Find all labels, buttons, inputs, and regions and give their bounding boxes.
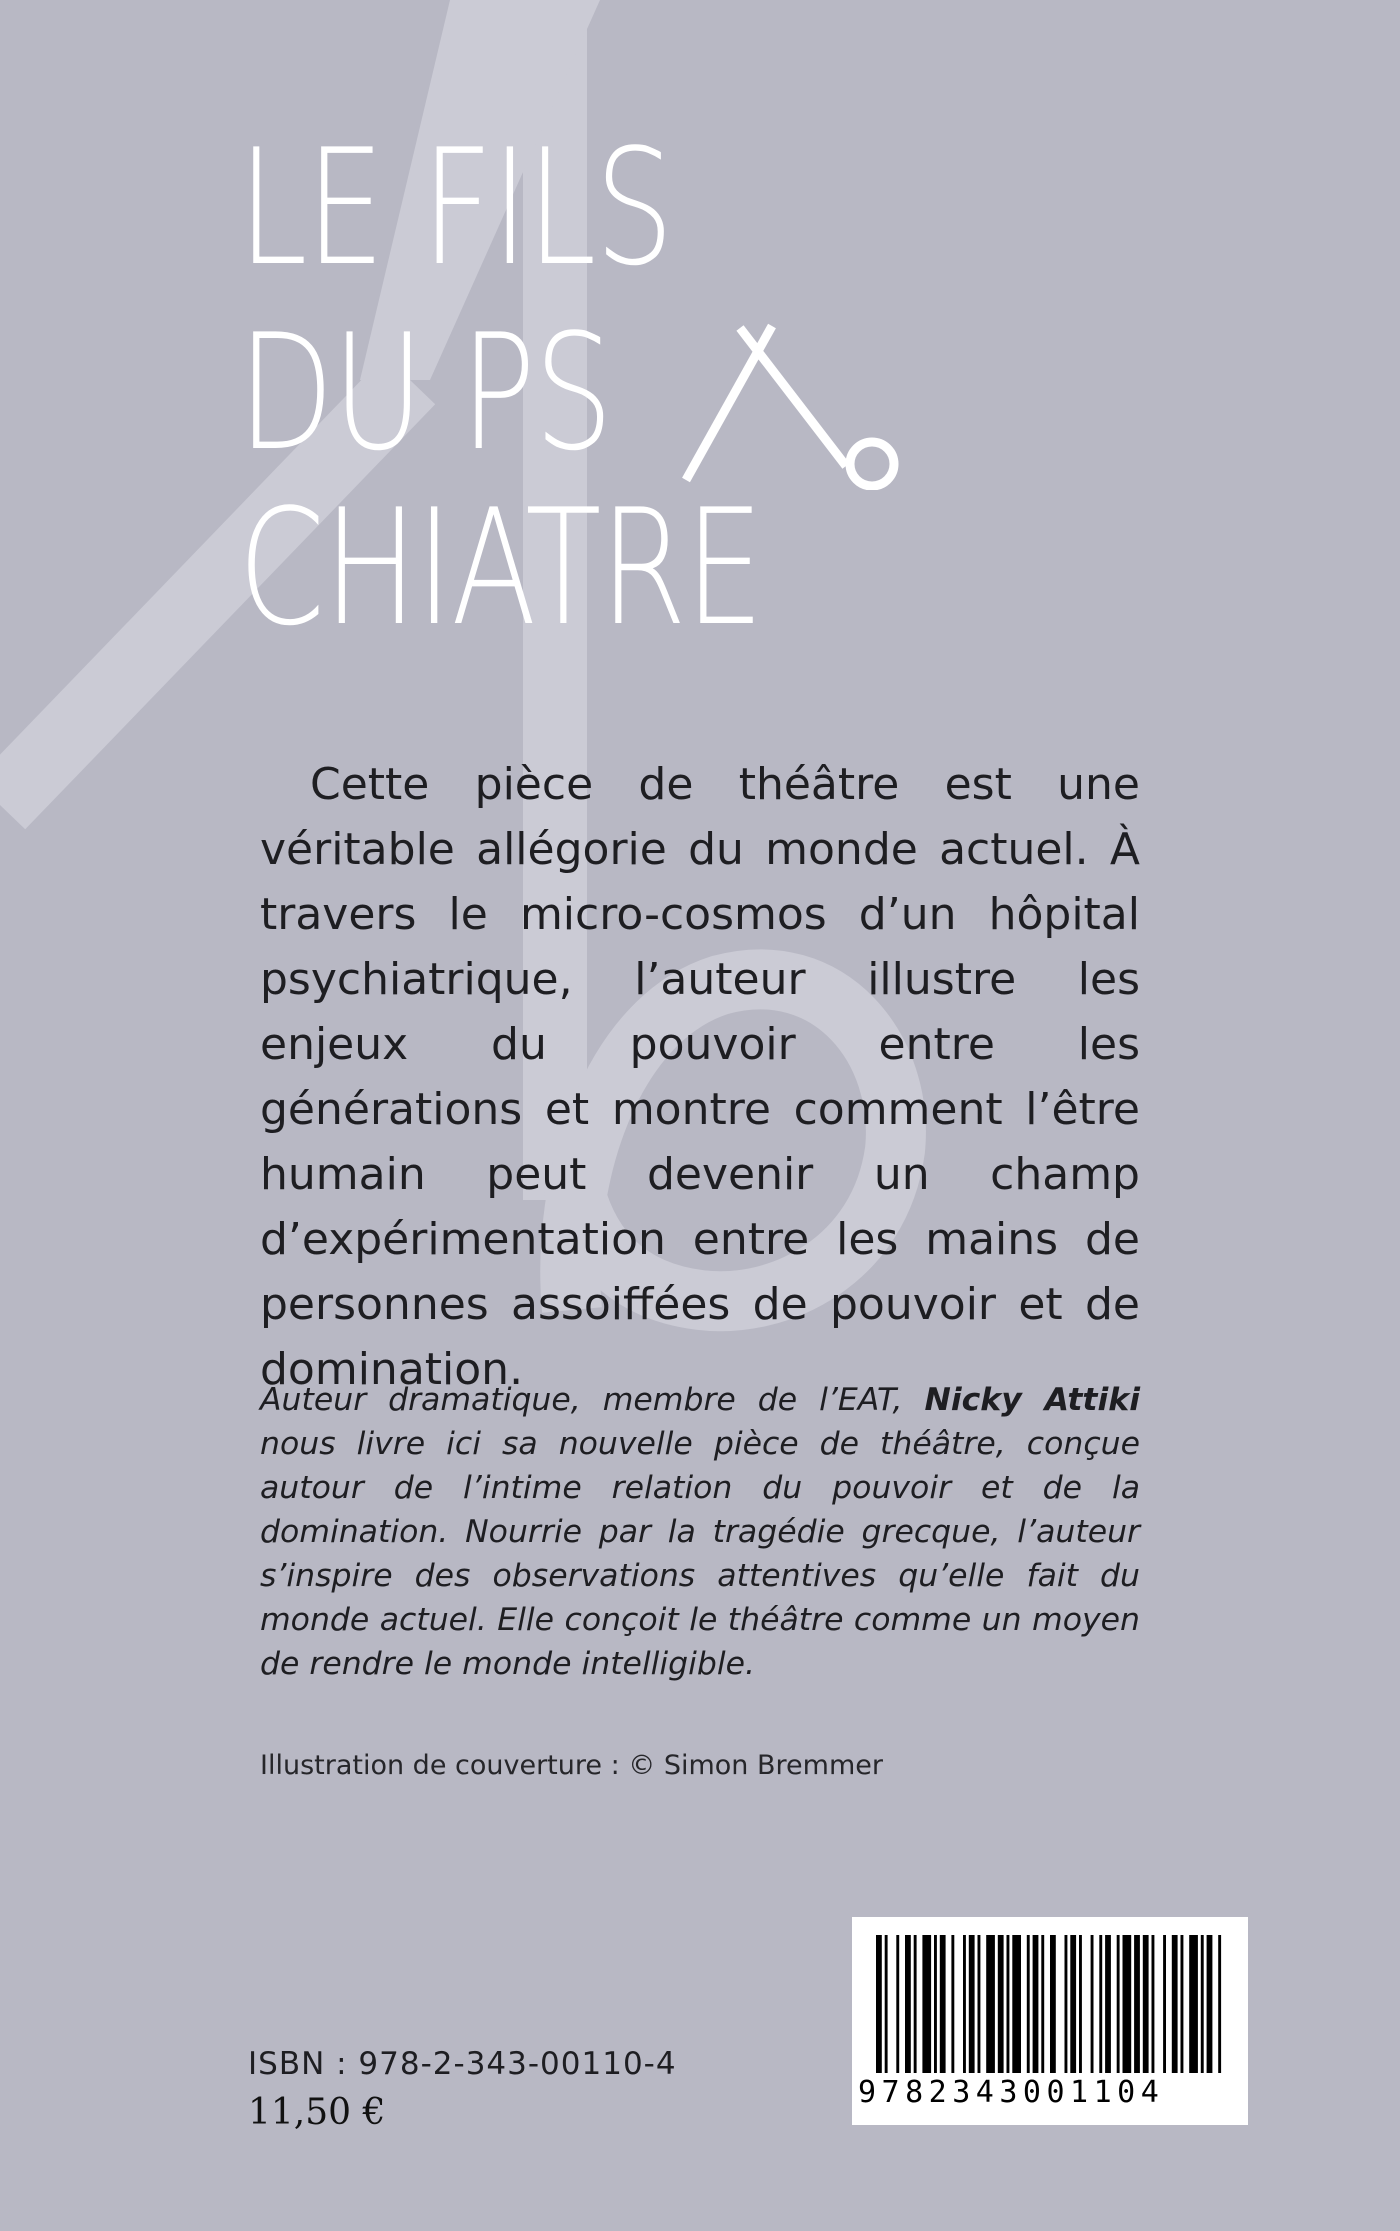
barcode-bar <box>1172 1935 1178 2073</box>
barcode-bar <box>1099 1935 1102 2073</box>
barcode-bar <box>940 1935 946 2073</box>
author-name: Nicky Attiki <box>924 1382 1140 1418</box>
barcode-digits: 9782343001104 <box>858 2075 1165 2110</box>
barcode-bar <box>998 1935 1004 2073</box>
barcode-bar <box>1027 1935 1030 2073</box>
barcode-bar <box>1105 1935 1111 2073</box>
barcode-bar <box>1117 1935 1120 2073</box>
title-line-2: DU PS <box>238 299 612 486</box>
author-bio-intro: Auteur dramatique, membre de l’EAT, <box>260 1382 925 1418</box>
barcode-bar <box>1207 1935 1213 2073</box>
summary-paragraph: Cette pièce de théâtre est une véritable allégorie du monde actuel. À travers le micro-cosmos d’un hôpital psychiatrique, l’auteur illustre les enjeux du pouvoir entre les générations et montre comment l’être humain peut devenir un champ d’expérimentation entre les mains de personnes assoiffées de pouvoir et de domination. <box>260 759 1140 1395</box>
barcode-bar <box>896 1935 899 2073</box>
barcode-bar <box>1065 1935 1068 2073</box>
price-text: 11,50 € <box>248 2092 386 2133</box>
barcode-bar <box>978 1935 981 2073</box>
barcode-bar <box>1134 1935 1140 2073</box>
barcode-bar <box>1033 1935 1039 2073</box>
stylized-y-glyph <box>680 318 912 490</box>
author-bio-rest: nous livre ici sa nouvelle pièce de théâtre, conçue autour de l’intime relation du pouvoir et de la domination. Nourrie par la tragédie grecque, l’auteur s’inspire des observations attentives qu’elle fait du monde actuel. Elle conçoit le théâtre comme un moyen de rendre le monde intelligible. <box>260 1426 1140 1682</box>
barcode-bar <box>885 1935 888 2073</box>
barcode-bar <box>1201 1935 1204 2073</box>
barcode-bar <box>1163 1935 1166 2073</box>
illustration-credit: Illustration de couverture : © Simon Bremmer <box>260 1750 883 1781</box>
barcode-bar <box>951 1935 954 2073</box>
barcode-bar <box>1123 1935 1132 2073</box>
barcode-bar <box>1143 1935 1149 2073</box>
barcode-bar <box>1091 1935 1094 2073</box>
isbn-text: ISBN : 978-2-343-00110-4 <box>248 2046 677 2082</box>
barcode-bar <box>1181 1935 1184 2073</box>
barcode-bar <box>876 1935 882 2073</box>
author-bio <box>260 1378 1140 1686</box>
barcode-bar <box>1189 1935 1198 2073</box>
barcode-bar <box>1007 1935 1010 2073</box>
barcode-bar <box>1070 1935 1076 2073</box>
barcode-bar <box>1041 1935 1044 2073</box>
barcode-bar <box>1012 1935 1021 2073</box>
barcode-bar <box>1079 1935 1082 2073</box>
barcode-bar <box>934 1935 937 2073</box>
barcode-bar <box>922 1935 931 2073</box>
barcode-bar <box>905 1935 911 2073</box>
title-line-3: CHIATRE <box>238 474 763 661</box>
title-line-1: LE FILS <box>238 114 673 301</box>
barcode-bar <box>1152 1935 1155 2073</box>
barcode-bar <box>1050 1935 1056 2073</box>
barcode-bar <box>1218 1935 1221 2073</box>
barcode-bar <box>986 1935 995 2073</box>
barcode-bar <box>969 1935 975 2073</box>
barcode <box>852 1917 1248 2125</box>
barcode-bar <box>914 1935 917 2073</box>
barcode-bar <box>963 1935 966 2073</box>
